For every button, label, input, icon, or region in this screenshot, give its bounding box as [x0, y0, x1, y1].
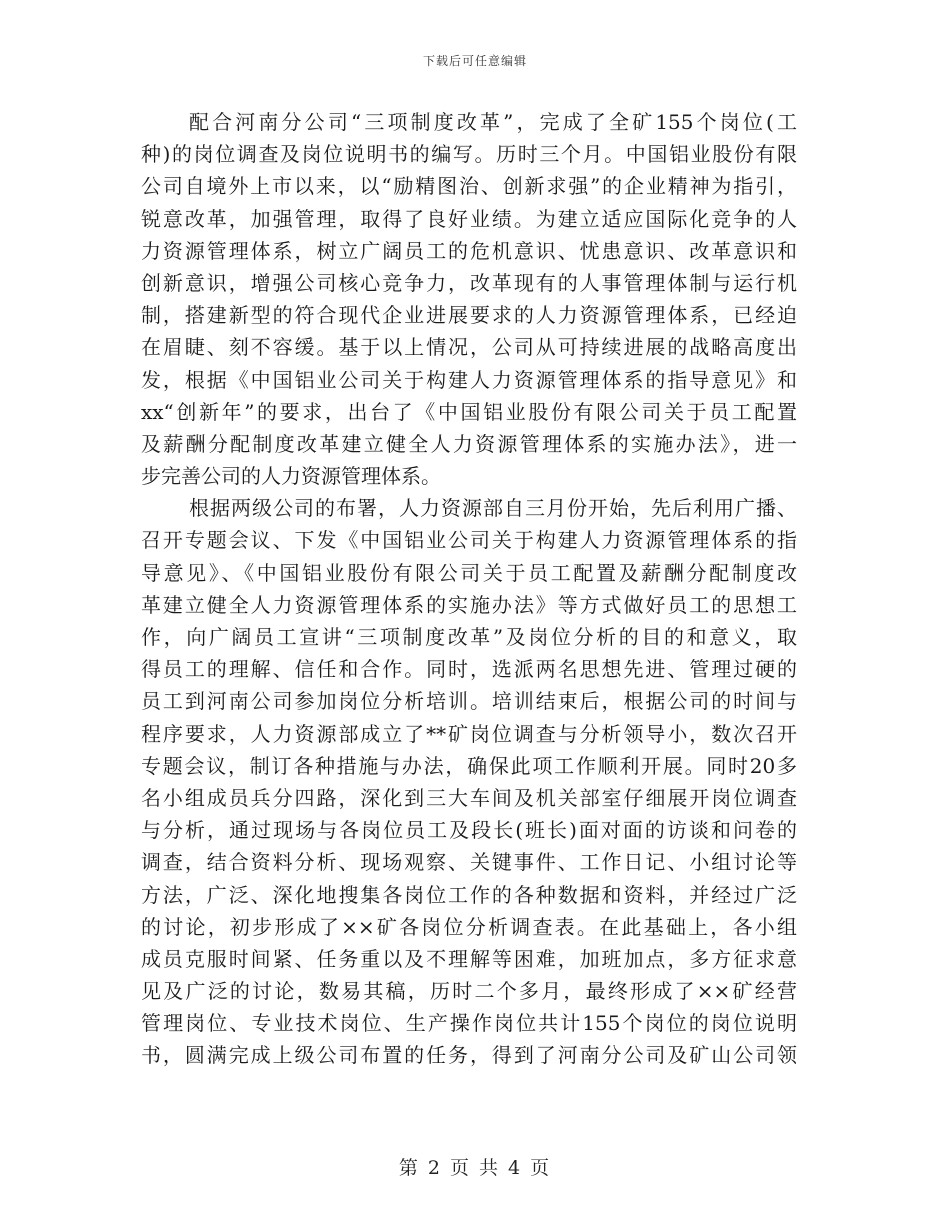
text-line: 专题会议，制订各种措施与办法，确保此项工作顺利开展。同时20多 [141, 753, 797, 778]
text-line: 的讨论，初步形成了××矿各岗位分析调查表。在此基础上，各小组 [141, 914, 797, 939]
page-footer: 第 2 页 共 4 页 [398, 1157, 552, 1179]
paragraph-1 [141, 106, 797, 492]
text-line: 制，搭建新型的符合现代企业进展要求的人力资源管理体系，已经迫 [141, 303, 797, 328]
text-line: 见及广泛的讨论，数易其稿，历时二个多月，最终形成了××矿经营 [141, 979, 797, 1004]
paragraph-2 [141, 492, 797, 1071]
text-line: 种)的岗位调查及岗位说明书的编写。历时三个月。中国铝业股份有限 [141, 142, 797, 167]
text-line: 管理岗位、专业技术岗位、生产操作岗位共计155个岗位的岗位说明 [141, 1011, 797, 1036]
text-line: 锐意改革，加强管理，取得了良好业绩。为建立适应国际化竞争的人 [141, 206, 797, 231]
page-header: 下载后可任意编辑 [422, 54, 527, 68]
text-line: 书，圆满完成上级公司布置的任务，得到了河南分公司及矿山公司领 [141, 1043, 797, 1068]
text-line: 配合河南分公司“三项制度改革”，完成了全矿155个岗位(工 [189, 110, 797, 134]
text-line: 发，根据《中国铝业公司关于构建人力资源管理体系的指导意见》和 [141, 367, 797, 392]
text-line: 员工到河南公司参加岗位分析培训。培训结束后，根据公司的时间与 [141, 689, 797, 714]
text-line: 公司自境外上市以来，以“励精图治、创新求强”的企业精神为指引， [141, 174, 797, 199]
text-line: 根据两级公司的布署，人力资源部自三月份开始，先后利用广播、 [189, 496, 797, 521]
text-line: 在眉睫、刻不容缓。基于以上情况，公司从可持续进展的战略高度出 [141, 335, 797, 360]
text-line: 力资源管理体系，树立广阔员工的危机意识、忧患意识、改革意识和 [141, 238, 797, 263]
text-line: 方法，广泛、深化地搜集各岗位工作的各种数据和资料，并经过广泛 [141, 882, 797, 907]
document-body [141, 106, 797, 1072]
text-line: 导意见》、《中国铝业股份有限公司关于员工配置及薪酬分配制度改 [141, 560, 797, 585]
text-line: 名小组成员兵分四路，深化到三大车间及机关部室仔细展开岗位调查 [141, 785, 797, 810]
text-line: 及薪酬分配制度改革建立健全人力资源管理体系的实施办法》，进一 [141, 431, 797, 456]
text-line: xx“创新年”的要求，出台了《中国铝业股份有限公司关于员工配置 [141, 399, 797, 424]
text-line: 得员工的理解、信任和合作。同时，选派两名思想先进、管理过硬的 [141, 657, 797, 682]
text-line: 程序要求，人力资源部成立了**矿岗位调查与分析领导小，数次召开 [141, 721, 797, 746]
text-line: 与分析，通过现场与各岗位员工及段长(班长)面对面的访谈和问卷的 [141, 818, 797, 843]
text-line: 作，向广阔员工宣讲“三项制度改革”及岗位分析的目的和意义，取 [141, 625, 797, 649]
text-line: 召开专题会议、下发《中国铝业公司关于构建人力资源管理体系的指 [141, 528, 797, 553]
text-line: 调查，结合资料分析、现场观察、关键事件、工作日记、小组讨论等 [141, 850, 797, 875]
text-line: 成员克服时间紧、任务重以及不理解等困难，加班加点，多方征求意 [141, 946, 797, 971]
text-line: 革建立健全人力资源管理体系的实施办法》等方式做好员工的思想工 [141, 592, 797, 617]
text-line: 创新意识，增强公司核心竞争力，改革现有的人事管理体制与运行机 [141, 270, 797, 295]
text-line: 步完善公司的人力资源管理体系。 [141, 464, 441, 489]
